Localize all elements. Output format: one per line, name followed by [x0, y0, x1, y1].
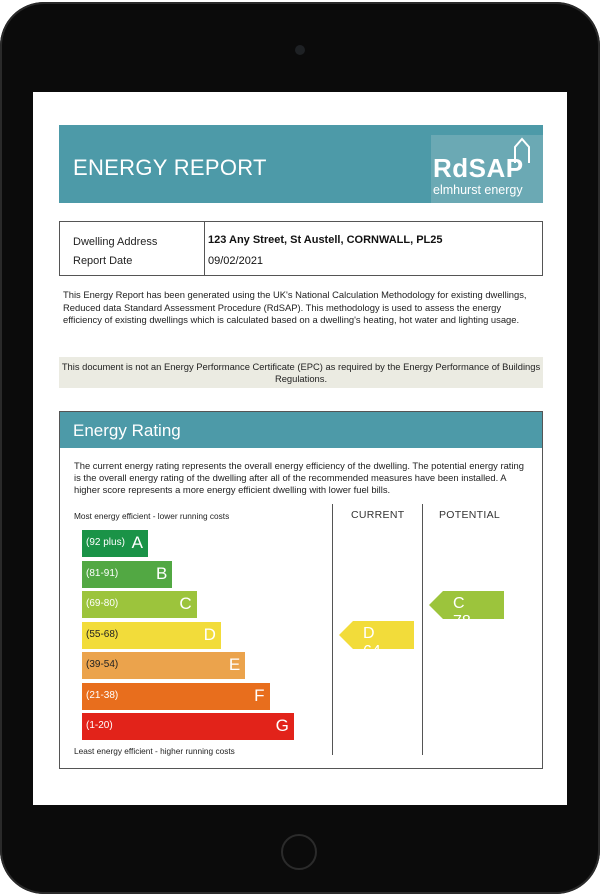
home-button[interactable] [281, 834, 317, 870]
band-range: (55-68) [86, 628, 119, 640]
least-efficient-caption: Least energy efficient - higher running costs [74, 746, 235, 756]
band-range: (1-20) [86, 720, 113, 731]
band-letter: F [254, 685, 265, 705]
house-icon [513, 137, 531, 165]
band-letter: D [203, 624, 216, 644]
intro-paragraph: This Energy Report has been generated using the UK's National Calculation Methodology for existing dwellings, Reduced data Standard Assessment Procedure (RdSAP). This methodology is used to assess the energy efficiency of existing dwellings which is calculated based on a dwelling's heating, hot water and lighting usage. [63, 289, 527, 325]
potential-column-header: POTENTIAL [439, 509, 501, 521]
potential-column-divider [422, 504, 423, 755]
band-b [82, 561, 172, 588]
epc-notice: This document is not an Energy Performance Certificate (EPC) as required by the Energy Performance of Buildings Regulations. [59, 357, 543, 388]
report-title: ENERGY REPORT [73, 155, 267, 180]
band-a [82, 530, 148, 557]
tablet-frame [0, 2, 600, 894]
rdsap-logo [431, 135, 543, 203]
rating-description: The current energy rating represents the overall energy efficiency of the dwelling. The potential energy rating is the overall energy rating of the dwelling after all of the recommended measures have been installed. A higher score represents a more energy efficient dwelling with lower fuel bills. [74, 460, 524, 495]
band-letter: G [275, 716, 289, 735]
details-label-column [60, 222, 205, 275]
energy-rating-title: Energy Rating [73, 421, 181, 440]
dwelling-address-label: Dwelling Address [73, 236, 158, 248]
potential-rating-value: C 78 [453, 594, 471, 630]
band-c [82, 591, 197, 618]
dwelling-details [59, 221, 543, 276]
front-camera [295, 45, 305, 55]
current-column-divider [332, 504, 333, 755]
dwelling-address-value: 123 Any Street, St Austell, CORNWALL, PL25 [208, 234, 443, 246]
band-range: (21-38) [86, 689, 119, 701]
energy-rating-header [60, 412, 542, 448]
band-g [82, 713, 294, 740]
band-range: (69-80) [86, 598, 119, 609]
band-f [82, 683, 270, 710]
band-range: (39-54) [86, 659, 119, 670]
band-e [82, 652, 245, 679]
most-efficient-caption: Most energy efficient - lower running costs [74, 511, 230, 521]
document-page [33, 92, 567, 805]
band-letter: A [131, 533, 143, 552]
band-range: (81-91) [86, 567, 119, 579]
logo-main-text: RdSAP [433, 153, 524, 183]
logo-sub-text: elmhurst energy [433, 183, 523, 197]
band-letter: E [228, 655, 241, 674]
report-header [59, 125, 543, 203]
band-d [82, 622, 221, 649]
current-column-header: CURRENT [351, 509, 405, 521]
report-date-label: Report Date [73, 255, 133, 267]
band-letter: C [179, 594, 192, 613]
band-letter: B [155, 563, 168, 583]
report-date-value: 09/02/2021 [208, 255, 264, 267]
energy-rating-panel [59, 411, 543, 769]
band-range: (92 plus) [86, 537, 125, 548]
current-rating-value: D 64 [363, 625, 381, 660]
